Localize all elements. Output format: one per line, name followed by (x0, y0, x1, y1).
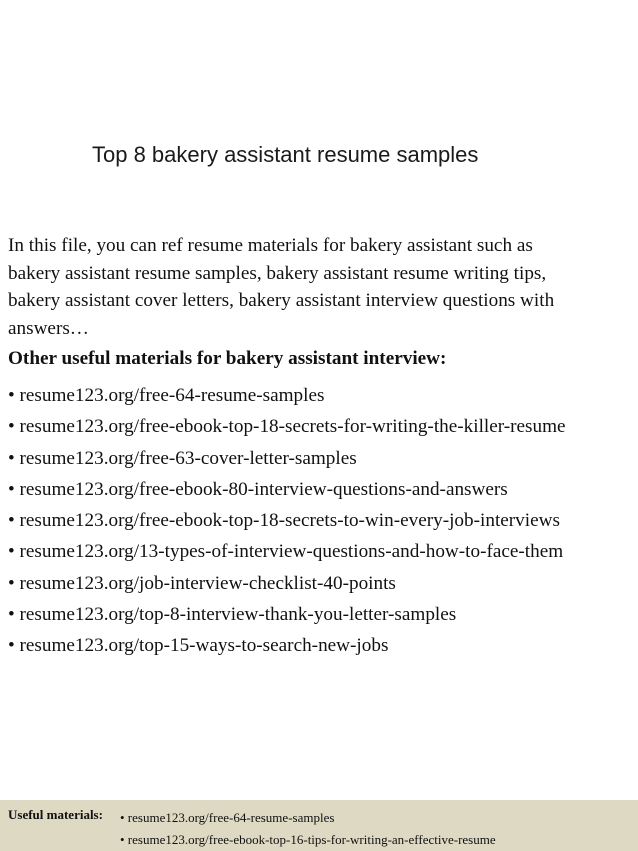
materials-link[interactable]: • resume123.org/13-types-of-interview-questions-and-how-to-face-them (8, 541, 564, 563)
materials-link[interactable]: • resume123.org/free-ebook-80-interview-questions-and-answers (8, 478, 508, 500)
materials-link[interactable]: • resume123.org/free-63-cover-letter-samples (8, 447, 357, 469)
intro-line: answers… (8, 317, 89, 339)
intro-paragraph (8, 232, 628, 342)
materials-link[interactable]: • resume123.org/top-15-ways-to-search-new-jobs (8, 635, 389, 657)
intro-line: bakery assistant cover letters, bakery assistant interview questions with (8, 290, 555, 311)
page-title: Top 8 bakery assistant resume samples (92, 142, 479, 167)
materials-heading: Other useful materials for bakery assistant interview: (8, 348, 447, 369)
materials-link[interactable]: • resume123.org/top-8-interview-thank-you-letter-samples (8, 604, 457, 626)
materials-link[interactable]: • resume123.org/job-interview-checklist-40-points (8, 572, 396, 594)
materials-link-list (8, 380, 566, 662)
footer-link-list (120, 807, 496, 851)
intro-line: bakery assistant resume samples, bakery assistant resume writing tips, (8, 262, 547, 284)
footer-link[interactable]: • resume123.org/free-ebook-top-16-tips-for-writing-an-effective-resume (120, 832, 496, 847)
materials-link[interactable]: • resume123.org/free-64-resume-samples (8, 385, 325, 406)
footer-label-text: Useful materials (8, 807, 99, 822)
footer-link[interactable]: • resume123.org/free-64-resume-samples (120, 810, 335, 825)
materials-link[interactable]: • resume123.org/free-ebook-top-18-secrets-for-writing-the-killer-resume (8, 416, 566, 438)
intro-line: In this file, you can ref resume materials for bakery assistant such as (8, 235, 533, 256)
footer-label (8, 807, 103, 823)
materials-link[interactable]: • resume123.org/free-ebook-top-18-secrets-to-win-every-job-interviews (8, 510, 560, 532)
footer-bar (0, 800, 638, 851)
footer-label-separator: : (98, 807, 103, 822)
